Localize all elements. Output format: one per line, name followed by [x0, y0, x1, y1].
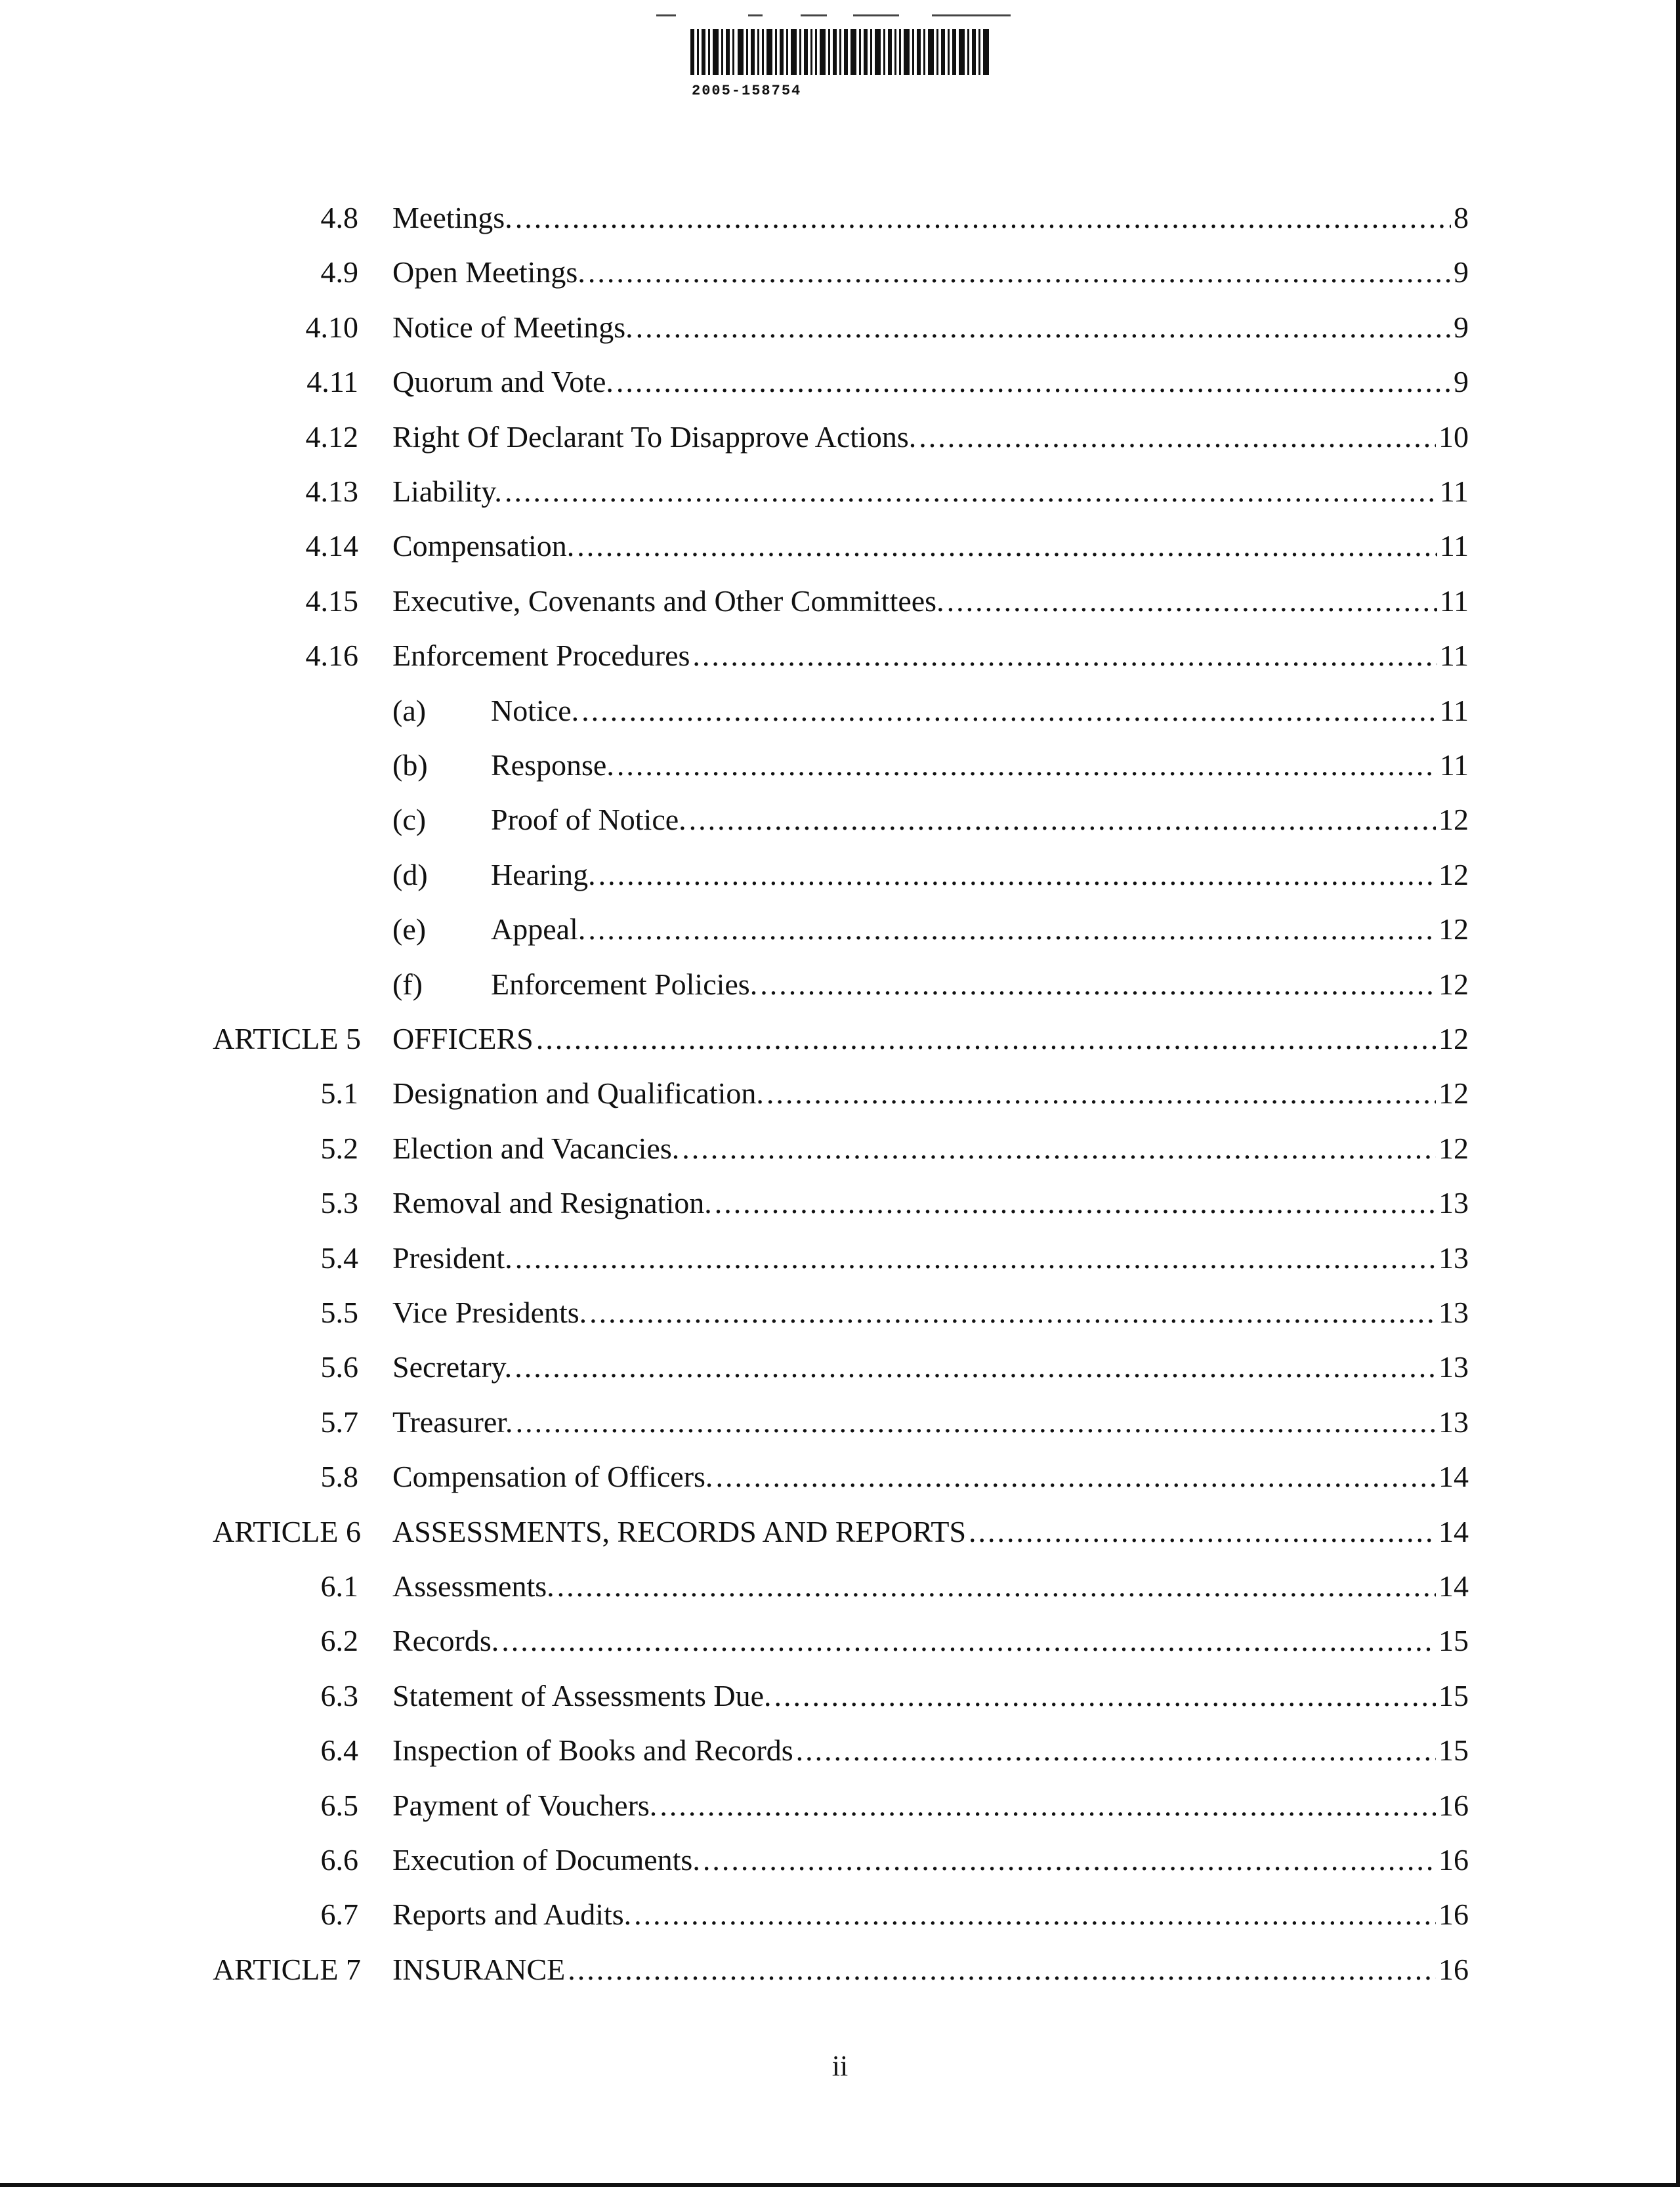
toc-entry-title: Meetings.: [392, 201, 513, 234]
toc-entry: [0, 1011, 1680, 1067]
scan-artifact: [656, 14, 676, 16]
toc-entry: [0, 1668, 1680, 1724]
toc-entry: [0, 464, 1680, 519]
toc-entry-line: [392, 1613, 1469, 1668]
toc-entry-page: 15: [1438, 1733, 1469, 1768]
toc-entry-number: 4.12: [305, 419, 358, 454]
toc-entry: [0, 1340, 1680, 1395]
toc-entry-title: Designation and Qualification.: [392, 1076, 764, 1111]
dot-leader: [516, 1395, 1436, 1450]
toc-entry-line: [392, 1942, 1469, 1997]
toc-entry: [0, 1285, 1680, 1340]
toc-entry-title: Open Meetings.: [392, 255, 585, 289]
dot-leader: [947, 574, 1437, 629]
toc-entry-line: [491, 738, 1469, 793]
toc-entry-number: ARTICLE 6: [213, 1514, 361, 1548]
toc-entry-line: [392, 1833, 1469, 1888]
dot-leader: [766, 1066, 1436, 1121]
toc-entry: [0, 1778, 1680, 1833]
toc-entry-label: (b): [392, 748, 428, 782]
toc-entry: [0, 683, 1680, 738]
toc-entry-page: 15: [1438, 1678, 1469, 1712]
toc-entry-line: [392, 245, 1469, 300]
toc-entry-title: Records.: [392, 1624, 499, 1658]
toc-entry-title: Execution of Documents.: [392, 1843, 700, 1877]
dot-leader: [557, 1559, 1436, 1614]
toc-entry-label: (f): [392, 967, 423, 1001]
toc-entry: [0, 1066, 1680, 1121]
toc-entry-number: 5.2: [320, 1131, 358, 1165]
toc-entry-title: Treasurer.: [392, 1405, 513, 1439]
dot-leader: [577, 519, 1437, 574]
dot-leader: [515, 190, 1451, 245]
toc-entry-title: Hearing.: [491, 857, 596, 891]
toc-entry-number: 4.13: [305, 475, 358, 508]
toc-entry-line: [392, 1559, 1469, 1614]
toc-entry: [0, 1942, 1680, 1997]
dot-leader: [536, 1011, 1436, 1067]
toc-entry-title: Compensation of Officers.: [392, 1460, 713, 1494]
toc-entry: [0, 1176, 1680, 1231]
dot-leader: [501, 1613, 1436, 1668]
toc-entry-page: 16: [1438, 1843, 1469, 1877]
dot-leader: [515, 1231, 1436, 1286]
toc-entry-number: 6.4: [320, 1733, 358, 1768]
toc-entry: [0, 245, 1680, 300]
toc-entry-number: 4.16: [305, 639, 358, 673]
toc-entry-page: 16: [1438, 1788, 1469, 1822]
toc-entry-title: Inspection of Books and Records: [392, 1733, 793, 1768]
page-number: ii: [831, 2050, 849, 2082]
toc-entry-line: [392, 1011, 1469, 1067]
toc-entry-title: Liability.: [392, 475, 502, 508]
dot-leader: [589, 1285, 1436, 1340]
toc-entry: [0, 1833, 1680, 1888]
toc-entry-title: Removal and Resignation.: [392, 1186, 712, 1220]
toc-entry-page: 10: [1438, 419, 1469, 454]
toc-entry: [0, 957, 1680, 1012]
toc-entry-page: 12: [1438, 1022, 1469, 1055]
toc-entry-line: [392, 1723, 1469, 1778]
toc-entry-number: 4.11: [306, 365, 358, 399]
toc-entry-page: 13: [1438, 1296, 1469, 1329]
toc-entry-label: (e): [392, 912, 427, 946]
toc-entry-label: (a): [392, 693, 427, 727]
dot-leader: [919, 410, 1436, 465]
scan-artifact: [748, 14, 763, 16]
toc-entry-page: 11: [1439, 584, 1469, 618]
toc-entry-page: 16: [1438, 1898, 1469, 1932]
toc-entry-page: 14: [1438, 1460, 1469, 1494]
dot-leader: [514, 1340, 1436, 1395]
toc-entry: [0, 354, 1680, 410]
dot-leader: [617, 738, 1437, 793]
toc-entry-page: 11: [1439, 529, 1469, 563]
barcode-image: [689, 29, 991, 75]
toc-entry-page: 12: [1438, 1131, 1469, 1165]
toc-entry-title: Statement of Assessments Due.: [392, 1678, 772, 1712]
dot-leader: [796, 1723, 1436, 1778]
toc-entry-title: Enforcement Policies.: [491, 967, 758, 1001]
toc-entry-title: Enforcement Procedures: [392, 639, 690, 673]
toc-entry: [0, 1559, 1680, 1614]
toc-entry-title: ASSESSMENTS, RECORDS AND REPORTS: [392, 1514, 967, 1548]
toc-entry-line: [491, 683, 1469, 738]
dot-leader: [715, 1449, 1436, 1504]
toc-entry-number: 5.7: [320, 1405, 358, 1439]
scan-artifact: [853, 14, 899, 16]
toc-entry-page: 8: [1454, 201, 1469, 234]
toc-entry-number: 5.1: [320, 1076, 358, 1111]
dot-leader: [692, 628, 1437, 683]
toc-entry-number: 4.8: [320, 201, 358, 234]
dot-leader: [715, 1176, 1436, 1231]
toc-entry: [0, 1887, 1680, 1942]
toc-entry-title: INSURANCE: [392, 1952, 566, 1986]
toc-entry-number: 6.2: [320, 1624, 358, 1658]
toc-entry-title: Executive, Covenants and Other Committees.: [392, 584, 944, 618]
barcode-number: 2005-158754: [692, 83, 802, 99]
dot-leader: [969, 1504, 1436, 1560]
toc-entry: [0, 847, 1680, 902]
toc-entry-number: ARTICLE 5: [213, 1022, 361, 1055]
toc-entry-page: 9: [1454, 255, 1469, 289]
page-edge-bottom: [0, 2183, 1680, 2187]
toc-entry: [0, 1723, 1680, 1778]
toc-entry-page: 11: [1439, 748, 1469, 782]
toc-entry-title: Right Of Declarant To Disapprove Actions.: [392, 419, 917, 454]
dot-leader: [581, 683, 1437, 738]
toc-entry-line: [392, 574, 1469, 629]
toc-entry-line: [491, 957, 1469, 1012]
toc-entry-title: Election and Vacancies.: [392, 1131, 680, 1165]
scan-artifact: [932, 14, 1011, 16]
toc-entry-line: [392, 1176, 1469, 1231]
toc-entry-page: 12: [1438, 857, 1469, 891]
toc-entry-title: Appeal.: [491, 912, 586, 946]
toc-entry-page: 12: [1438, 912, 1469, 946]
dot-leader: [660, 1778, 1436, 1833]
toc-entry-title: Notice of Meetings.: [392, 310, 633, 344]
toc-entry-line: [392, 628, 1469, 683]
toc-entry-number: 4.10: [305, 310, 358, 344]
toc-entry-title: Reports and Audits.: [392, 1898, 632, 1932]
toc-entry: [0, 1231, 1680, 1286]
toc-entry-line: [392, 1668, 1469, 1724]
dot-leader: [636, 300, 1451, 355]
toc-entry-label: (d): [392, 857, 428, 891]
toc-entry-page: 13: [1438, 1241, 1469, 1275]
toc-entry-page: 13: [1438, 1405, 1469, 1439]
dot-leader: [616, 354, 1451, 410]
toc-entry-page: 12: [1438, 1076, 1469, 1111]
toc-entry-page: 9: [1454, 365, 1469, 399]
toc-entry-line: [392, 1887, 1469, 1942]
toc-entry-number: 5.8: [320, 1460, 358, 1494]
toc-entry-number: 4.9: [320, 255, 358, 289]
toc-entry-page: 11: [1439, 475, 1469, 508]
toc-entry-title: Secretary.: [392, 1350, 513, 1384]
toc-entry-line: [392, 1778, 1469, 1833]
toc-entry-title: Assessments.: [392, 1569, 555, 1603]
toc-entry-number: ARTICLE 7: [213, 1952, 361, 1986]
toc-entry-line: [392, 1395, 1469, 1450]
toc-entry-line: [491, 847, 1469, 902]
toc-entry-title: Quorum and Vote.: [392, 365, 614, 399]
toc-entry: [0, 410, 1680, 465]
dot-leader: [689, 792, 1436, 847]
toc-entry-page: 13: [1438, 1350, 1469, 1384]
toc-entry-number: 5.3: [320, 1186, 358, 1220]
toc-entry-page: 12: [1438, 967, 1469, 1001]
toc-entry-page: 11: [1439, 639, 1469, 673]
toc-entry: [0, 902, 1680, 957]
toc-entry-line: [392, 410, 1469, 465]
toc-entry-title: Notice.: [491, 693, 579, 727]
toc-entry-number: 4.15: [305, 584, 358, 618]
toc-entry-title: Proof of Notice.: [491, 803, 686, 837]
toc-entry-line: [392, 1340, 1469, 1395]
toc-entry-page: 13: [1438, 1186, 1469, 1220]
toc-entry-title: Response.: [491, 748, 614, 782]
toc-entry-number: 6.7: [320, 1898, 358, 1932]
toc-entry: [0, 1449, 1680, 1504]
toc-entry-line: [392, 1449, 1469, 1504]
toc-entry: [0, 1395, 1680, 1450]
toc-entry: [0, 519, 1680, 574]
toc-entry: [0, 1121, 1680, 1176]
toc-entry-label: (c): [392, 803, 427, 837]
toc-entry-line: [491, 792, 1469, 847]
toc-entry-number: 5.4: [320, 1241, 358, 1275]
toc-entry-title: OFFICERS: [392, 1022, 534, 1055]
dot-leader: [598, 847, 1436, 902]
dot-leader: [588, 245, 1451, 300]
dot-leader: [634, 1887, 1436, 1942]
toc-entry-number: 6.5: [320, 1788, 358, 1822]
toc-entry-title: Payment of Vouchers.: [392, 1788, 658, 1822]
toc-entry-line: [392, 300, 1469, 355]
dot-leader: [505, 464, 1437, 519]
toc-entry: [0, 628, 1680, 683]
toc-entry-page: 9: [1454, 310, 1469, 344]
toc-entry-page: 12: [1438, 803, 1469, 837]
toc-entry-line: [392, 1504, 1469, 1560]
toc-entry: [0, 792, 1680, 847]
toc-entry-number: 6.6: [320, 1843, 358, 1877]
toc-entry-title: Vice Presidents.: [392, 1296, 587, 1329]
toc-entry-title: President.: [392, 1241, 513, 1275]
dot-leader: [760, 957, 1436, 1012]
scan-artifact: [801, 14, 827, 16]
toc-entry-line: [491, 902, 1469, 957]
toc-entry: [0, 300, 1680, 355]
toc-entry: [0, 190, 1680, 245]
toc-entry-line: [392, 354, 1469, 410]
toc-entry-page: 15: [1438, 1624, 1469, 1658]
toc-entry-number: 5.5: [320, 1296, 358, 1329]
toc-entry: [0, 1504, 1680, 1560]
toc-entry-line: [392, 1066, 1469, 1121]
toc-entry-number: 5.6: [320, 1350, 358, 1384]
toc-entry-page: 14: [1438, 1569, 1469, 1603]
dot-leader: [774, 1668, 1437, 1724]
toc-entry-number: 4.14: [305, 529, 358, 563]
dot-leader: [682, 1121, 1436, 1176]
toc-entry-line: [392, 464, 1469, 519]
toc-entry-line: [392, 1231, 1469, 1286]
toc-entry: [0, 574, 1680, 629]
toc-entry-line: [392, 190, 1469, 245]
toc-entry-page: 14: [1438, 1514, 1469, 1548]
dot-leader: [568, 1942, 1436, 1997]
toc-entry-page: 11: [1439, 693, 1469, 727]
dot-leader: [588, 902, 1436, 957]
toc-entry-page: 16: [1438, 1952, 1469, 1986]
dot-leader: [703, 1833, 1436, 1888]
toc-entry: [0, 1613, 1680, 1668]
toc-entry-line: [392, 1285, 1469, 1340]
toc-entry-line: [392, 1121, 1469, 1176]
toc-entry-line: [392, 519, 1469, 574]
toc-entry-title: Compensation.: [392, 529, 575, 563]
toc-entry: [0, 738, 1680, 793]
toc-entry-number: 6.3: [320, 1678, 358, 1712]
toc-entry-number: 6.1: [320, 1569, 358, 1603]
